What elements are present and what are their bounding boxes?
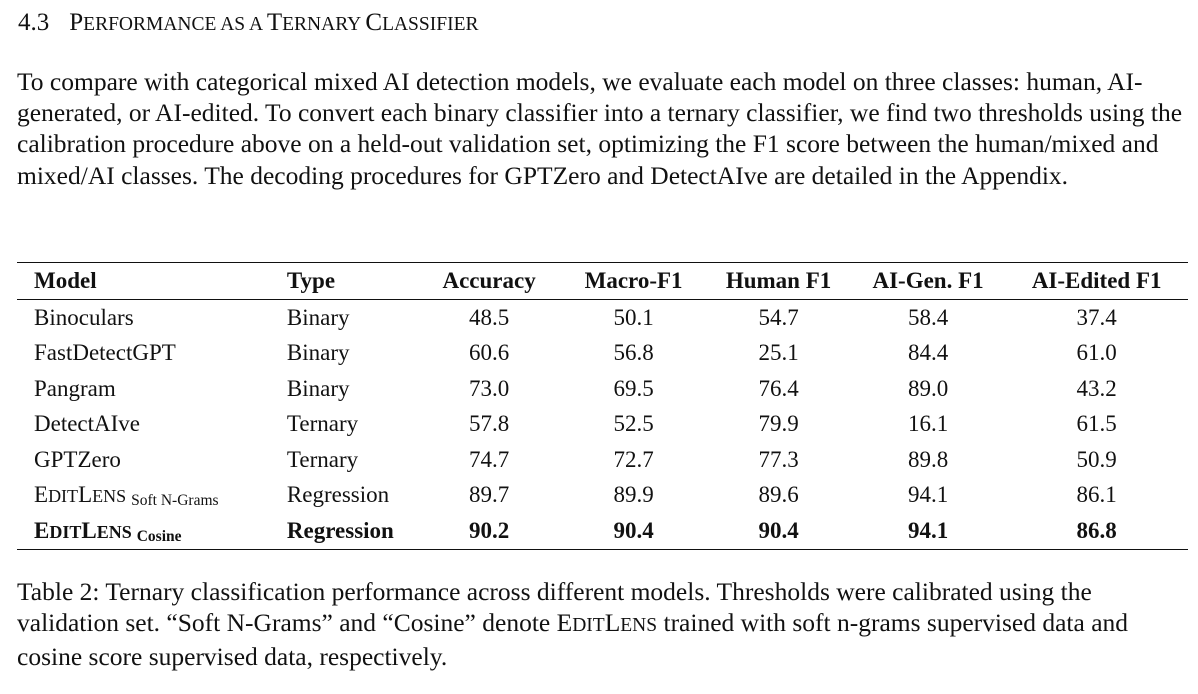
human-f1-cell: 90.4: [758, 517, 799, 543]
type-cell: Ternary: [286, 446, 359, 472]
model-variant-subscript: Cosine: [136, 527, 182, 545]
model-name-initial: L: [81, 517, 97, 543]
ai-edited-f1-cell: 86.1: [1076, 482, 1117, 508]
section-title-initial: P: [69, 9, 84, 36]
ai-edited-f1-cell: 61.5: [1076, 411, 1117, 437]
table-row: [17, 336, 1188, 372]
type-cell: Regression: [286, 482, 390, 508]
caption-model-rest: DIT: [572, 615, 605, 637]
table-row: [17, 371, 1188, 407]
caption-text: trained with soft n-grams supervised data and cosine score supervised data, respectively.: [17, 608, 1129, 672]
ai-edited-f1-cell: 50.9: [1076, 446, 1117, 472]
caption-model-rest: ENS: [620, 615, 658, 637]
section-title: [69, 9, 478, 36]
section-title-rest: ERFORMANCE AS A: [83, 14, 267, 35]
human-f1-cell: 89.6: [758, 482, 799, 508]
accuracy-cell: 48.5: [468, 304, 510, 330]
model-cell: FastDetectGPT: [34, 340, 176, 366]
ai-gen-f1-cell: 58.4: [907, 304, 949, 330]
model-cell: DetectAIve: [34, 411, 140, 437]
table-header-row: [17, 263, 1188, 300]
section-title-initial: T: [266, 9, 283, 36]
human-f1-cell: 76.4: [758, 375, 799, 401]
model-name-rest: DIT: [48, 486, 79, 507]
accuracy-cell: 60.6: [468, 340, 510, 366]
macro-f1-cell: 90.4: [613, 517, 654, 543]
table-row: [17, 478, 1188, 514]
section-title-rest: ERNARY: [282, 14, 366, 35]
ai-edited-f1-cell: 86.8: [1076, 517, 1117, 543]
ai-gen-f1-cell: 89.0: [907, 375, 949, 401]
ai-gen-f1-cell: 16.1: [907, 411, 949, 437]
column-header-human-f1: Human F1: [725, 268, 832, 293]
model-variant-subscript: Soft N-Grams: [131, 492, 219, 510]
accuracy-cell: 57.8: [468, 411, 510, 437]
column-header-model: Model: [34, 268, 97, 293]
human-f1-cell: 77.3: [758, 446, 799, 472]
human-f1-cell: 54.7: [758, 304, 799, 330]
body-paragraph: To compare with categorical mixed AI detection models, we evaluate each model on three classes: human, AI-generated, or AI-edited. To convert each binary classifier into a ternary classifier, we find two thresholds using the calibration procedure above on a held-out validation set, optimizing the F1 score between the human/mixed and mixed/AI classes. The decoding procedures for GPTZero and DetectAIve are detailed in the Appendix.: [17, 67, 1183, 190]
column-header-macro-f1: Macro-F1: [584, 268, 683, 293]
table-caption: [17, 576, 1187, 673]
table-row: [17, 300, 1188, 336]
model-name-rest: ENS: [92, 486, 127, 507]
macro-f1-cell: 56.8: [613, 340, 654, 366]
table-row-best: [17, 513, 1188, 549]
model-name-initial: E: [34, 482, 49, 508]
accuracy-cell: 90.2: [468, 517, 510, 543]
ai-edited-f1-cell: 43.2: [1076, 375, 1117, 401]
type-cell: Binary: [286, 375, 350, 401]
macro-f1-cell: 89.9: [613, 482, 654, 508]
human-f1-cell: 25.1: [758, 340, 799, 366]
table-row: [17, 407, 1188, 443]
column-header-type: Type: [286, 268, 336, 293]
model-cell: [17, 478, 287, 514]
human-f1-cell: 79.9: [758, 411, 799, 437]
section-title-initial: C: [365, 9, 383, 36]
macro-f1-cell: 50.1: [613, 304, 654, 330]
type-cell: Regression: [286, 517, 394, 543]
ai-edited-f1-cell: 61.0: [1076, 340, 1117, 366]
macro-f1-cell: 69.5: [613, 375, 654, 401]
macro-f1-cell: 72.7: [613, 446, 654, 472]
caption-model-initial: L: [604, 608, 621, 638]
type-cell: Ternary: [286, 411, 359, 437]
model-cell: [17, 513, 287, 549]
column-header-ai-gen-f1: AI-Gen. F1: [872, 268, 984, 293]
column-header-accuracy: Accuracy: [442, 268, 536, 293]
caption-text: Table 2: Ternary classification performance across different models. Thresholds were calibrated using the validation set. “Soft N-Grams” and “Cosine” denote: [17, 577, 1092, 638]
section-heading: [18, 6, 479, 42]
model-name-initial: E: [34, 517, 50, 543]
model-cell: GPTZero: [34, 446, 121, 472]
column-header-ai-edited-f1: AI-Edited F1: [1031, 268, 1162, 293]
ai-gen-f1-cell: 89.8: [907, 446, 949, 472]
section-number: 4.3: [18, 9, 50, 36]
results-table: [17, 262, 1188, 550]
section-title-rest: LASSIFIER: [382, 14, 479, 35]
model-name-rest: DIT: [49, 521, 82, 542]
accuracy-cell: 74.7: [468, 446, 510, 472]
ai-gen-f1-cell: 84.4: [907, 340, 949, 366]
type-cell: Binary: [286, 304, 350, 330]
ai-edited-f1-cell: 37.4: [1076, 304, 1117, 330]
model-name-initial: L: [78, 482, 93, 508]
caption-model-initial: E: [556, 608, 573, 638]
accuracy-cell: 73.0: [468, 375, 510, 401]
model-cell: Pangram: [34, 375, 116, 401]
type-cell: Binary: [286, 340, 350, 366]
macro-f1-cell: 52.5: [613, 411, 654, 437]
ai-gen-f1-cell: 94.1: [907, 517, 949, 543]
model-name-rest: ENS: [96, 521, 132, 542]
accuracy-cell: 89.7: [468, 482, 510, 508]
table-row: [17, 442, 1188, 478]
ai-gen-f1-cell: 94.1: [907, 482, 949, 508]
model-cell: Binoculars: [34, 304, 134, 330]
